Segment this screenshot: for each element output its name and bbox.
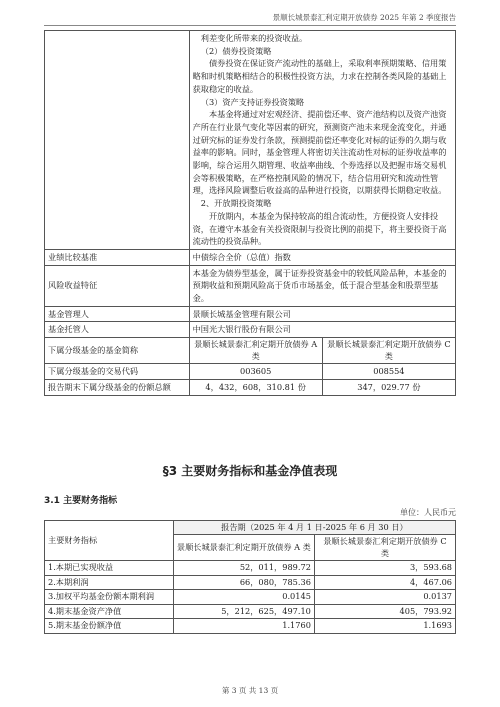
period-header: 报告期（2025 年 4 月 1 日-2025 年 6 月 30 日）	[173, 521, 455, 535]
class-a-value: 66，080，785.36	[173, 575, 314, 589]
class-c-value: 0.0137	[314, 590, 455, 604]
class-a-value: 5，212，625，497.10	[173, 604, 314, 618]
strategy-paragraph: 开放期内，本基金为保持较高的组合流动性，方便投资人安排投资，在遵守本基金有关投资限制与投资比例的前提下，将主要投资于高流动性的投资品种。	[192, 210, 447, 247]
class-a-value: 0.0145	[173, 590, 314, 604]
table-row	[45, 322, 456, 338]
row-label: 下属分级基金的交易代码	[45, 364, 190, 380]
table-row	[45, 338, 456, 364]
strategy-heading: （2）债券投资策略	[200, 45, 272, 56]
class-c-value: 3，593.68	[314, 561, 455, 575]
financial-indicators-table	[44, 520, 456, 634]
class-c-value: 4，467.06	[314, 575, 455, 589]
table-row	[45, 604, 456, 618]
row-value: 本基金为债券型基金，属于证券投资基金中的较低风险品种，本基金的预期收益和预期风险高于货币市场基金，低于混合型基金和股票型基金。	[189, 265, 455, 306]
class-c-name: 景顺长城景泰汇利定期开放债券 C 类	[322, 338, 455, 364]
class-c-value: 1.1693	[314, 619, 455, 633]
section-title: §3 主要财务指标和基金净值表现	[162, 464, 338, 478]
class-a-value: 1.1760	[173, 619, 314, 633]
table-row	[45, 249, 456, 265]
strategy-text-cell	[189, 31, 455, 250]
table-row	[45, 379, 456, 395]
indicator-name: 5.期末基金份额净值	[45, 619, 174, 633]
page-header: 景顺长城景泰汇利定期开放债券 2025 年第 2 季度报告	[272, 13, 456, 22]
class-c-value: 405，793.92	[314, 604, 455, 618]
class-c-code: 008554	[322, 364, 455, 380]
unit-label: 单位：人民币元	[400, 508, 456, 517]
class-c-shares: 347，029.77 份	[322, 379, 455, 395]
class-a-code: 003605	[189, 364, 322, 380]
class-a-header: 景顺长城景泰汇利定期开放债券 A 类	[173, 535, 314, 561]
table-row	[45, 364, 456, 380]
strategy-heading: 2、开放期投资策略	[200, 198, 272, 209]
row-value: 中国光大银行股份有限公司	[189, 322, 455, 338]
row-value: 中债综合全价（总值）指数	[189, 249, 455, 265]
table-row	[45, 306, 456, 322]
indicator-name: 2.本期利润	[45, 575, 174, 589]
subsection-title: 3.1 主要财务指标	[44, 496, 118, 506]
strategy-paragraph: 债券投资在保证资产流动性的基础上，采取利率预期策略、信用策略和时机策略相结合的积极性投资方法，力求在控制各类风险的基础上获取稳定的收益。	[192, 58, 447, 94]
indicator-name: 1.本期已实现收益	[45, 561, 174, 575]
indicator-name: 3.加权平均基金份额本期利润	[45, 590, 174, 604]
class-a-name: 景顺长城景泰汇利定期开放债券 A 类	[189, 338, 322, 364]
class-a-shares: 4，432，608，310.81 份	[189, 379, 322, 395]
class-c-header: 景顺长城景泰汇利定期开放债券 C 类	[314, 535, 455, 561]
strategy-heading: （3）资产支持证券投资策略	[200, 96, 305, 107]
strategy-paragraph: 本基金将通过对宏观经济、提前偿还率、资产池结构以及资产池资产所在行业景气变化等因素的研究，预测资产池未来现金流变化，并通过研究标的证券发行条款，预测提前偿还率变化对标的证券的久期与收益率的影响。同时，基金管理人将密切关注流动性对标的证券收益率的影响，综合运用久期管理、收益率曲线、个券选择以及把握市场交易机会等积极策略，在严格控制风险的情况下，结合信用研究和流动性管理，选择风险调整后收益高的品种进行投资，以期获得长期稳定收益。	[192, 109, 447, 196]
row-label: 报告期末下属分级基金的份额总额	[45, 379, 190, 395]
strategy-label-cell	[45, 31, 190, 250]
row-label: 业绩比较基准	[45, 249, 190, 265]
row-label: 风险收益特征	[45, 265, 190, 306]
row-value: 景顺长城基金管理有限公司	[189, 306, 455, 322]
class-a-value: 52，011，989.72	[173, 561, 314, 575]
header-rule	[44, 25, 456, 26]
table-row	[45, 590, 456, 604]
row-label: 基金托管人	[45, 322, 190, 338]
table-row	[45, 561, 456, 575]
table-row	[45, 265, 456, 306]
fund-profile-table	[44, 30, 456, 396]
table-row	[45, 575, 456, 589]
page-footer: 第 3 页 共 13 页	[221, 686, 279, 695]
indicator-name: 4.期末基金资产净值	[45, 604, 174, 618]
strategy-paragraph: 利差变化所带来的投资收益。	[200, 33, 308, 43]
table-row	[45, 619, 456, 633]
row-header-label: 主要财务指标	[45, 521, 174, 561]
row-label: 下属分级基金的基金简称	[45, 338, 190, 364]
row-label: 基金管理人	[45, 306, 190, 322]
